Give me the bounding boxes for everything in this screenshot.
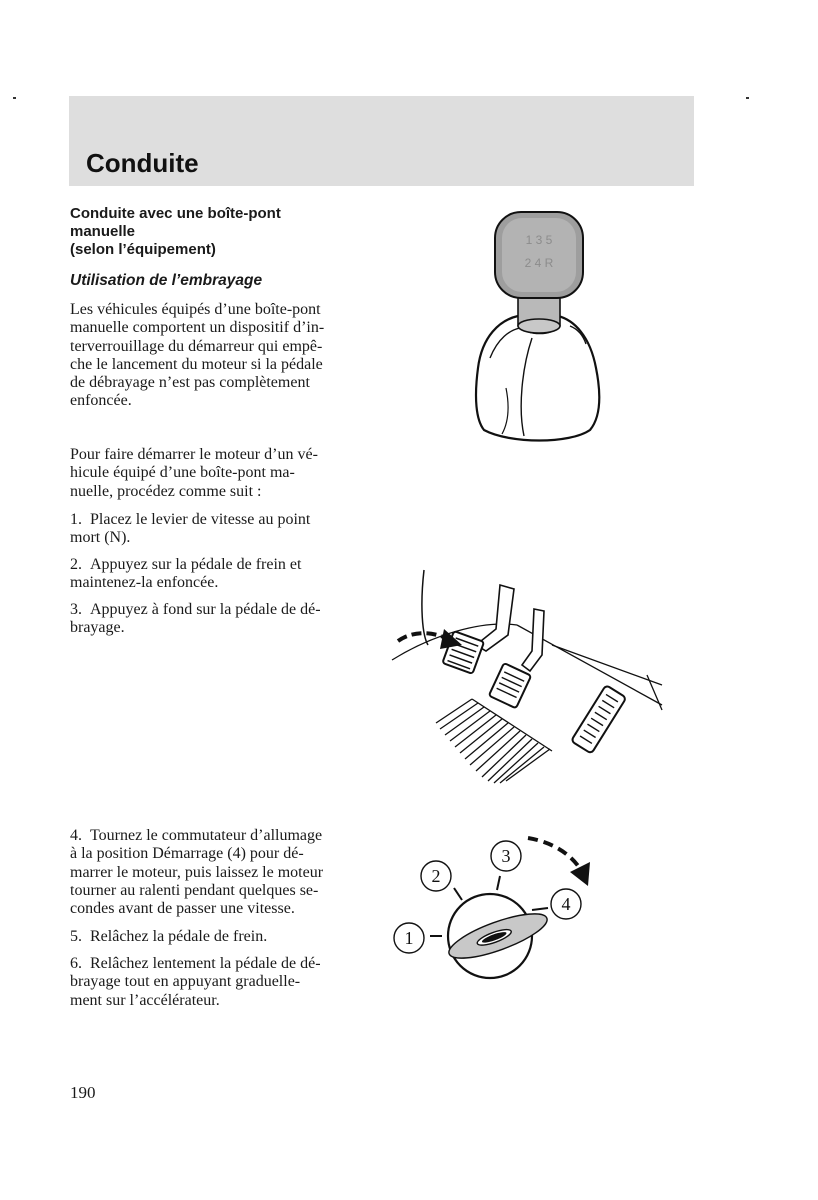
crop-mark-left — [13, 97, 16, 99]
text-line: condes avant de passer une vitesse. — [70, 900, 295, 918]
pedals-illustration — [392, 565, 672, 785]
step-number: 6. — [70, 955, 82, 972]
text-line: Relâchez la pédale de frein. — [90, 928, 268, 945]
rotation-arrow-icon — [528, 838, 582, 872]
text-line: à la position Démarrage (4) pour dé- — [70, 845, 304, 863]
section-heading-line: manuelle — [70, 223, 136, 240]
step-number: 2. — [70, 556, 82, 573]
step-item — [70, 601, 370, 638]
paragraph-start-procedure — [70, 446, 370, 501]
subheading: Utilisation de l’embrayage — [70, 272, 263, 289]
text-line: de débrayage n’est pas complètement — [70, 374, 310, 392]
gear-pattern-top: 1 3 5 — [525, 233, 553, 247]
text-line: Appuyez sur la pédale de frein et — [90, 556, 302, 573]
brake-pedal — [489, 663, 531, 708]
text-line: Relâchez lentement la pédale de dé- — [90, 955, 321, 972]
section-heading-line: Conduite avec une boîte-pont — [70, 205, 281, 222]
step-item — [70, 556, 370, 593]
position-label-3: 3 — [501, 846, 511, 866]
accelerator-pedal — [571, 685, 626, 754]
step-item — [70, 928, 370, 946]
header-band — [69, 96, 694, 186]
text-line: hicule équipé d’une boîte-pont ma- — [70, 464, 295, 482]
text-line: manuelle comportent un dispositif d’in- — [70, 319, 325, 337]
text-line: brayage. — [70, 619, 125, 637]
step-number: 5. — [70, 928, 82, 945]
brake-arm — [522, 609, 544, 671]
crop-mark-right — [746, 97, 749, 99]
text-line: ment sur l’accélérateur. — [70, 991, 220, 1009]
step-number: 1. — [70, 511, 82, 528]
step-item — [70, 827, 370, 918]
text-line: Les véhicules équipés d’une boîte-pont — [70, 301, 321, 318]
step-item — [70, 511, 370, 548]
page-title: Conduite — [86, 148, 199, 178]
text-line: tourner au ralenti pendant quelques se- — [70, 881, 319, 899]
text-line: Pour faire démarrer le moteur d’un vé- — [70, 446, 318, 463]
text-line: che le lancement du moteur si la pédale — [70, 355, 323, 373]
text-line: marrer le moteur, puis laissez le moteur — [70, 863, 324, 881]
text-line: brayage tout en appuyant graduelle- — [70, 973, 301, 991]
press-arrow-icon — [398, 633, 448, 641]
gear-shift-illustration — [470, 208, 610, 448]
text-line: terverrouillage du démarreur qui empê- — [70, 337, 323, 355]
page-number: 190 — [70, 1083, 96, 1102]
position-label-2: 2 — [431, 866, 441, 886]
floor-mat — [436, 699, 552, 783]
position-tick-4 — [532, 908, 548, 910]
text-line: mort (N). — [70, 529, 131, 547]
text-line: Placez le levier de vitesse au point — [90, 511, 311, 528]
position-tick-3 — [497, 876, 500, 890]
text-line: Appuyez à fond sur la pédale de dé- — [90, 601, 321, 618]
paragraph-interlock — [70, 301, 370, 411]
position-label-4: 4 — [561, 894, 571, 914]
text-line: nuelle, procédez comme suit : — [70, 482, 262, 500]
text-line: maintenez-la enfoncée. — [70, 574, 219, 592]
text-line: Tournez le commutateur d’allumage — [90, 827, 323, 844]
step-number: 3. — [70, 601, 82, 618]
position-tick-2 — [454, 888, 462, 900]
ignition-illustration — [390, 832, 610, 992]
position-label-1: 1 — [404, 928, 414, 948]
step-number: 4. — [70, 827, 82, 844]
step-item — [70, 955, 370, 1010]
section-heading-line: (selon l’équipement) — [70, 241, 216, 258]
text-line: enfoncée. — [70, 392, 132, 410]
section-heading — [70, 205, 370, 259]
gear-pattern-bottom: 2 4 R — [524, 256, 554, 270]
